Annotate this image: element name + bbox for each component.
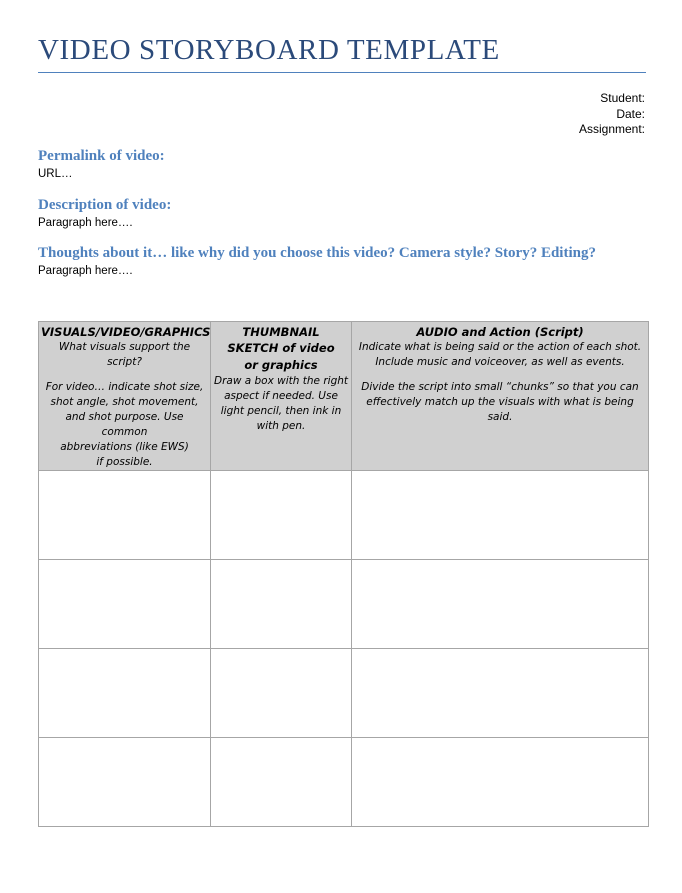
visuals-instruction: For video… indicate shot size, <box>45 381 204 393</box>
thumbnail-subheading: or graphics <box>244 358 318 372</box>
audio-heading: AUDIO and Action (Script) <box>416 325 584 339</box>
visuals-instruction: shot angle, shot movement, <box>50 396 199 408</box>
visuals-cell[interactable] <box>39 649 211 738</box>
audio-cell[interactable] <box>352 471 649 560</box>
thumbnail-cell[interactable] <box>211 649 352 738</box>
storyboard-header-row <box>39 322 649 471</box>
thumbnail-heading: THUMBNAIL <box>242 325 320 339</box>
audio-cell[interactable] <box>352 560 649 649</box>
thumbnail-cell[interactable] <box>211 738 352 827</box>
storyboard-table <box>38 321 649 827</box>
permalink-url: URL… <box>38 168 73 180</box>
description-heading: Description of video: <box>38 197 172 213</box>
visuals-instruction: What visuals support the script? <box>58 341 191 368</box>
visuals-cell[interactable] <box>39 560 211 649</box>
thumbnail-instruction: aspect if needed. Use <box>224 390 338 402</box>
thumbnail-cell[interactable] <box>211 560 352 649</box>
thumbnail-instruction: Draw a box with the right <box>213 375 349 387</box>
audio-instruction: Include music and voiceover, as well as events. <box>375 356 625 368</box>
title-divider <box>38 72 646 73</box>
audio-instruction: effectively match up the visuals with what is being said. <box>366 396 634 423</box>
audio-cell[interactable] <box>352 649 649 738</box>
student-label: Student: <box>600 91 645 105</box>
assignment-label: Assignment: <box>578 122 645 136</box>
document-title: VIDEO STORYBOARD TEMPLATE <box>38 34 500 66</box>
thoughts-paragraph: Paragraph here…. <box>38 265 133 277</box>
visuals-instruction: if possible. <box>96 456 153 468</box>
thumbnail-cell[interactable] <box>211 471 352 560</box>
audio-instruction: Divide the script into small “chunks” so that you can <box>361 381 639 393</box>
student-info-block <box>579 91 645 138</box>
audio-column-header <box>352 322 649 471</box>
thumbnail-instruction: light pencil, then ink in <box>220 405 342 417</box>
storyboard-row <box>39 649 649 738</box>
storyboard-row <box>39 738 649 827</box>
visuals-instruction: and shot purpose. Use common <box>65 411 184 438</box>
visuals-column-header <box>39 322 211 471</box>
thumbnail-subheading: SKETCH of video <box>227 341 335 355</box>
thumbnail-instruction: with pen. <box>256 420 306 432</box>
visuals-cell[interactable] <box>39 471 211 560</box>
audio-instruction: Indicate what is being said or the action of each shot. <box>358 341 642 353</box>
visuals-instruction: abbreviations (like EWS) <box>60 441 189 453</box>
description-paragraph: Paragraph here…. <box>38 217 133 229</box>
storyboard-row <box>39 471 649 560</box>
permalink-heading: Permalink of video: <box>38 148 165 164</box>
date-label: Date: <box>616 106 645 121</box>
storyboard-row <box>39 560 649 649</box>
audio-cell[interactable] <box>352 738 649 827</box>
thoughts-heading: Thoughts about it… like why did you choose this video? Camera style? Story? Editing? <box>38 245 596 261</box>
visuals-cell[interactable] <box>39 738 211 827</box>
thumbnail-column-header <box>211 322 352 471</box>
visuals-heading: VISUALS/VIDEO/GRAPHICS <box>41 325 211 339</box>
